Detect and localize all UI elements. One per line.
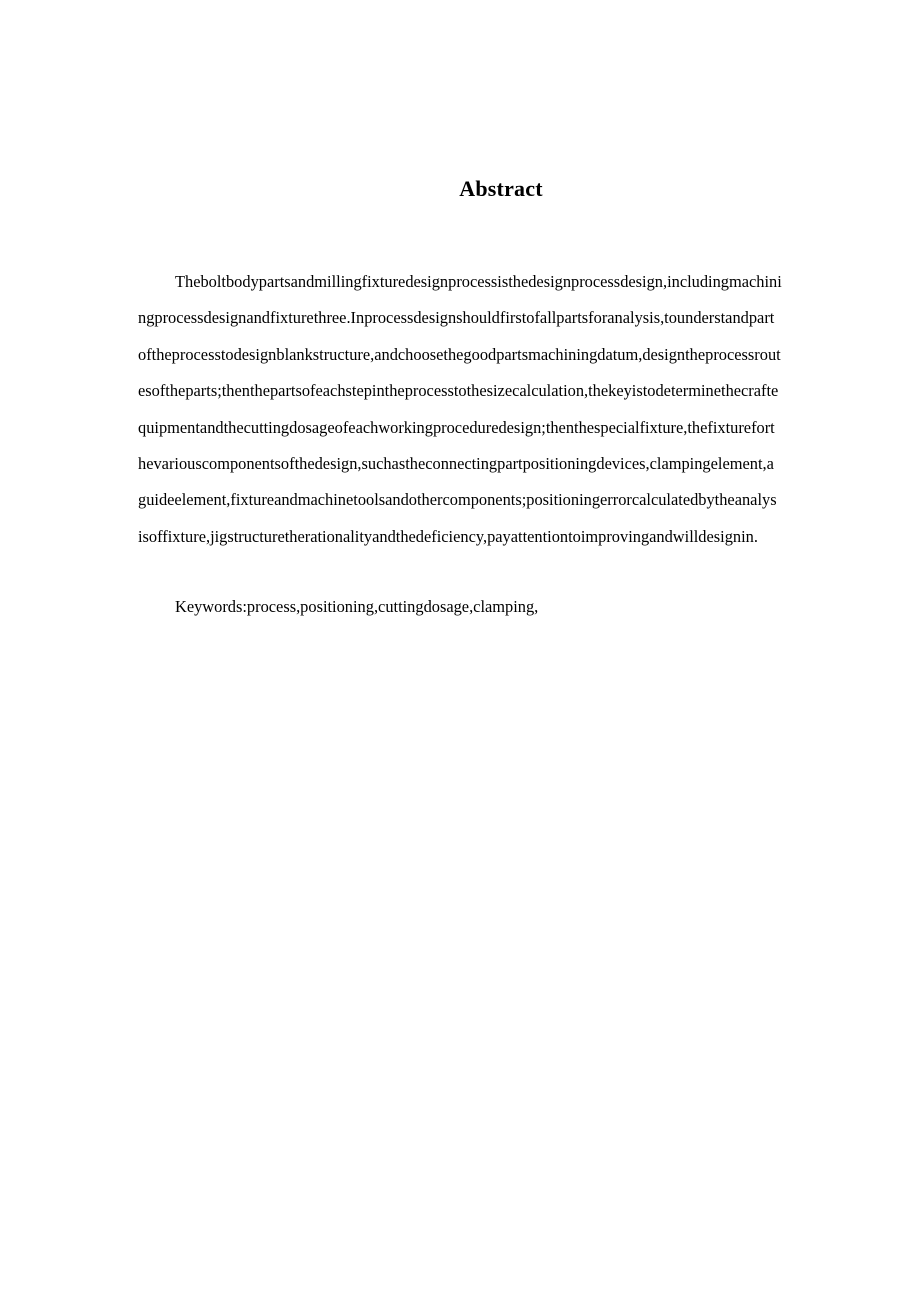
abstract-paragraph — [138, 267, 874, 558]
paragraph-line: quipmentandthecuttingdosageofeachworkingproceduredesign;thenthespecialfixture,thefixturefort — [138, 417, 775, 437]
paragraph-line: hevariouscomponentsofthedesign,suchastheconnectingpartpositioningdevices,clampingelement,a — [138, 453, 774, 473]
paragraph-line: guideelement,fixtureandmachinetoolsandothercomponents;positioningerrorcalculatedbytheanalys — [138, 490, 777, 510]
paragraph-line: esoftheparts;thenthepartsofeachstepintheprocesstothesizecalculation,thekeyistodeterminethecrafte — [138, 381, 779, 401]
paragraph-line: ngprocessdesignandfixturethree.Inprocessdesignshouldfirstofallpartsforanalysis,tounderstandpart — [138, 308, 775, 328]
page-title: Abstract — [459, 176, 543, 201]
paragraph-line: oftheprocesstodesignblankstructure,andchoosethegoodpartsmachiningdatum,designtheprocessrout — [138, 344, 781, 364]
paragraph-line: isoffixture,jigstructuretherationalityandthedeficiency,payattentiontoimprovingandwilldesignin. — [138, 526, 758, 546]
paragraph-line: Theboltbodypartsandmillingfixturedesignprocessisthedesignprocessdesign,includingmachini — [175, 272, 782, 291]
keywords-line: Keywords:process,positioning,cuttingdosage,clamping, — [175, 597, 539, 616]
